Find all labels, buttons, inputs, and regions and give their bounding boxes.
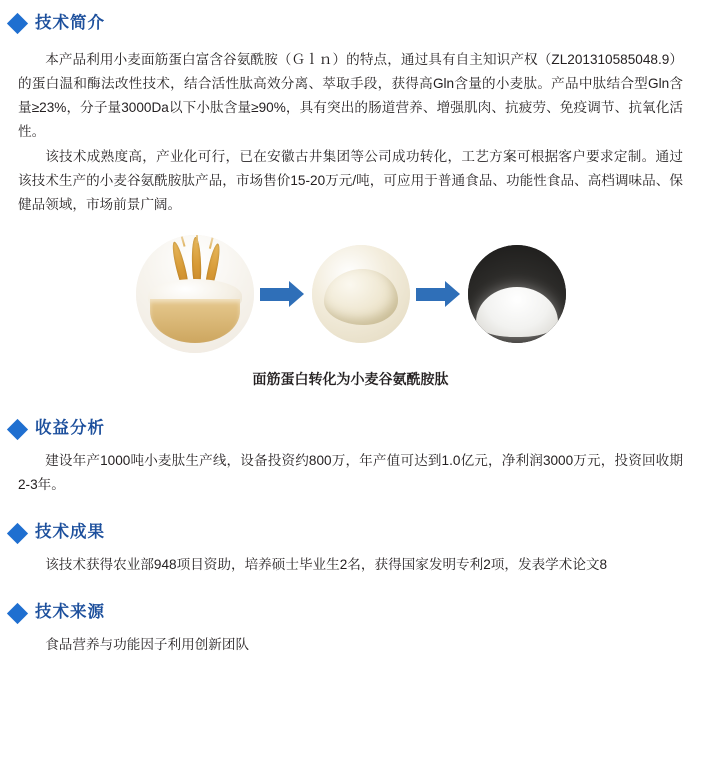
section-title: 技术来源 bbox=[35, 603, 105, 622]
section-title: 技术成果 bbox=[35, 523, 105, 542]
diamond-bullet-icon bbox=[7, 13, 28, 34]
section-body-tech-source bbox=[0, 633, 701, 657]
process-figure bbox=[0, 235, 701, 353]
wheat-peptide-powder-image bbox=[468, 245, 566, 343]
diamond-bullet-icon bbox=[7, 523, 28, 544]
section-body-tech-achievements bbox=[0, 553, 701, 577]
arrow-1 bbox=[260, 281, 306, 307]
diamond-bullet-icon bbox=[7, 603, 28, 624]
section-header-tech-intro bbox=[0, 14, 701, 34]
paragraph: 该技术成熟度高，产业化可行，已在安徽古井集团等公司成功转化，工艺方案可根据客户要求定制。通过该技术生产的小麦谷氨酰胺肽产品，市场售价15-20万元/吨，可应用于普通食品、功能性食品、高档调味品、保健品领域，市场前景广阔。 bbox=[18, 148, 683, 212]
arrow-2 bbox=[416, 281, 462, 307]
section-header-benefit-analysis bbox=[0, 419, 701, 439]
paragraph: 食品营养与功能因子利用创新团队 bbox=[45, 637, 250, 653]
gluten-paste-image bbox=[312, 245, 410, 343]
section-body-tech-intro bbox=[0, 48, 701, 217]
paragraph: 该技术获得农业部948项目资助，培养硕士毕业生2名，获得国家发明专利2项，发表学术论文8 bbox=[45, 557, 608, 573]
section-header-tech-source bbox=[0, 603, 701, 623]
paragraph: 本产品利用小麦面筋蛋白富含谷氨酰胺（Ｇｌｎ）的特点，通过具有自主知识产权（ZL201310585048.9）的蛋白温和酶法改性技术，结合活性肽高效分离、萃取手段，获得高Gln含量的小麦肽。产品中肽结合型Gln含量≥23%，分子量3000Da以下小肽含量≥90%，具有突出的肠道营养、增强肌肉、抗疲劳、免疫调节、抗氧化活性。 bbox=[18, 51, 683, 140]
section-title: 收益分析 bbox=[35, 419, 105, 438]
section-header-tech-achievements bbox=[0, 523, 701, 543]
figure-caption: 面筋蛋白转化为小麦谷氨酰胺肽 bbox=[252, 371, 449, 388]
wheat-and-flour-image bbox=[136, 235, 254, 353]
section-body-benefit-analysis bbox=[0, 449, 701, 497]
section-title: 技术简介 bbox=[35, 14, 105, 32]
diamond-bullet-icon bbox=[7, 418, 28, 439]
paragraph: 建设年产1000吨小麦肽生产线，设备投资约800万，年产值可达到1.0亿元，净利润3000万元，投资回收期2-3年。 bbox=[18, 452, 683, 493]
